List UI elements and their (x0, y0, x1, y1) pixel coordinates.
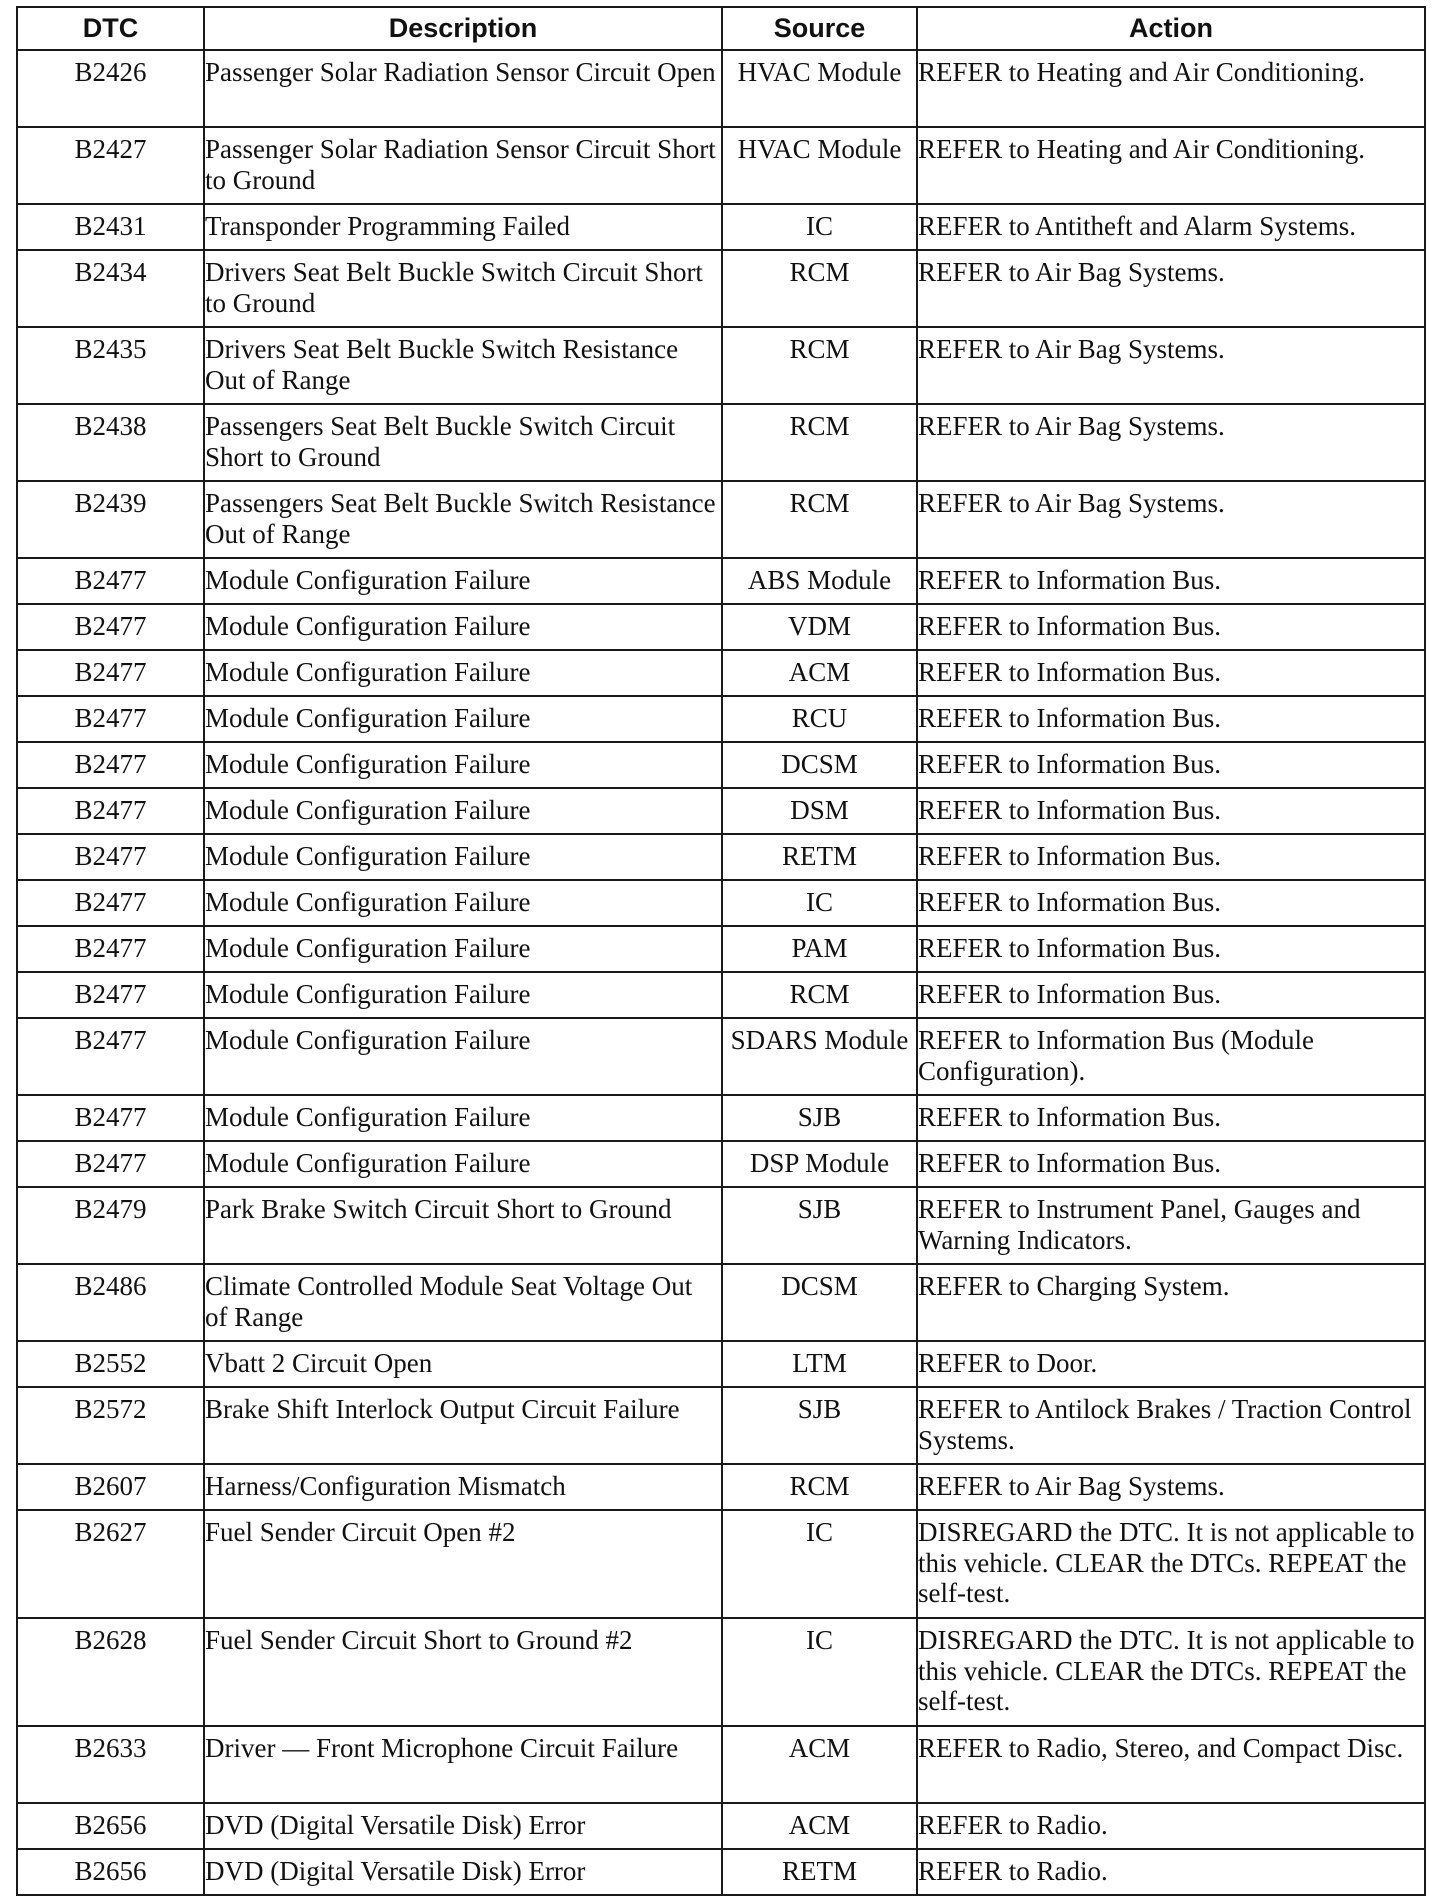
cell-dtc: B2477 (17, 880, 204, 926)
cell-action: REFER to Radio. (917, 1803, 1425, 1849)
cell-dtc: B2435 (17, 327, 204, 404)
header-source: Source (722, 7, 917, 50)
cell-action: REFER to Information Bus. (917, 650, 1425, 696)
cell-action: REFER to Information Bus. (917, 834, 1425, 880)
cell-dtc: B2477 (17, 1095, 204, 1141)
cell-action: REFER to Information Bus (Module Configuration). (917, 1018, 1425, 1095)
cell-action: REFER to Information Bus. (917, 742, 1425, 788)
table-row (17, 972, 1425, 1018)
cell-dtc: B2477 (17, 972, 204, 1018)
cell-description: Drivers Seat Belt Buckle Switch Resistance Out of Range (204, 327, 722, 404)
cell-action: REFER to Information Bus. (917, 558, 1425, 604)
cell-description: Passengers Seat Belt Buckle Switch Circuit Short to Ground (204, 404, 722, 481)
cell-source: VDM (722, 604, 917, 650)
table-row (17, 1264, 1425, 1341)
cell-source: LTM (722, 1341, 917, 1387)
cell-action: REFER to Radio. (917, 1849, 1425, 1895)
cell-action: REFER to Air Bag Systems. (917, 481, 1425, 558)
cell-action: REFER to Information Bus. (917, 926, 1425, 972)
table-row (17, 788, 1425, 834)
cell-description: Module Configuration Failure (204, 972, 722, 1018)
cell-dtc: B2627 (17, 1510, 204, 1618)
cell-description: DVD (Digital Versatile Disk) Error (204, 1803, 722, 1849)
cell-description: Module Configuration Failure (204, 650, 722, 696)
table-row (17, 327, 1425, 404)
cell-action: REFER to Information Bus. (917, 696, 1425, 742)
cell-description: Module Configuration Failure (204, 926, 722, 972)
cell-dtc: B2426 (17, 50, 204, 127)
cell-source: DCSM (722, 742, 917, 788)
cell-description: Passenger Solar Radiation Sensor Circuit Short to Ground (204, 127, 722, 204)
cell-source: IC (722, 204, 917, 250)
cell-description: Module Configuration Failure (204, 696, 722, 742)
cell-source: IC (722, 1618, 917, 1726)
cell-action: DISREGARD the DTC. It is not applicable to this vehicle. CLEAR the DTCs. REPEAT the self-test. (917, 1618, 1425, 1726)
cell-dtc: B2572 (17, 1387, 204, 1464)
cell-description: Climate Controlled Module Seat Voltage Out of Range (204, 1264, 722, 1341)
cell-source: PAM (722, 926, 917, 972)
cell-dtc: B2477 (17, 926, 204, 972)
table-row (17, 696, 1425, 742)
cell-action: REFER to Information Bus. (917, 1141, 1425, 1187)
header-action: Action (917, 7, 1425, 50)
cell-description: Vbatt 2 Circuit Open (204, 1341, 722, 1387)
table-row (17, 1141, 1425, 1187)
cell-dtc: B2427 (17, 127, 204, 204)
cell-dtc: B2479 (17, 1187, 204, 1264)
cell-action: REFER to Information Bus. (917, 604, 1425, 650)
table-row (17, 880, 1425, 926)
cell-dtc: B2656 (17, 1849, 204, 1895)
cell-dtc: B2477 (17, 696, 204, 742)
table-row (17, 604, 1425, 650)
cell-dtc: B2477 (17, 604, 204, 650)
cell-source: IC (722, 880, 917, 926)
cell-dtc: B2431 (17, 204, 204, 250)
table-row (17, 926, 1425, 972)
table-row (17, 1618, 1425, 1726)
cell-dtc: B2477 (17, 1141, 204, 1187)
cell-description: Module Configuration Failure (204, 834, 722, 880)
cell-description: Module Configuration Failure (204, 1018, 722, 1095)
cell-source: SDARS Module (722, 1018, 917, 1095)
table-row (17, 250, 1425, 327)
cell-action: REFER to Radio, Stereo, and Compact Disc. (917, 1726, 1425, 1803)
cell-source: HVAC Module (722, 50, 917, 127)
table-row (17, 1187, 1425, 1264)
cell-description: Drivers Seat Belt Buckle Switch Circuit Short to Ground (204, 250, 722, 327)
cell-dtc: B2656 (17, 1803, 204, 1849)
cell-dtc: B2607 (17, 1464, 204, 1510)
cell-action: REFER to Door. (917, 1341, 1425, 1387)
table-row (17, 50, 1425, 127)
table-row (17, 1510, 1425, 1618)
cell-source: RCM (722, 1464, 917, 1510)
table-row (17, 650, 1425, 696)
cell-dtc: B2628 (17, 1618, 204, 1726)
cell-description: Module Configuration Failure (204, 558, 722, 604)
cell-source: RCM (722, 250, 917, 327)
cell-dtc: B2552 (17, 1341, 204, 1387)
dtc-table-page (16, 6, 1424, 1896)
cell-description: Module Configuration Failure (204, 742, 722, 788)
cell-dtc: B2439 (17, 481, 204, 558)
cell-source: RCM (722, 404, 917, 481)
table-row (17, 1341, 1425, 1387)
cell-source: HVAC Module (722, 127, 917, 204)
cell-dtc: B2477 (17, 788, 204, 834)
cell-description: Park Brake Switch Circuit Short to Ground (204, 1187, 722, 1264)
cell-action: REFER to Antilock Brakes / Traction Control Systems. (917, 1387, 1425, 1464)
cell-description: Driver — Front Microphone Circuit Failure (204, 1726, 722, 1803)
cell-action: REFER to Information Bus. (917, 1095, 1425, 1141)
cell-source: SJB (722, 1187, 917, 1264)
cell-dtc: B2438 (17, 404, 204, 481)
cell-source: RCM (722, 972, 917, 1018)
table-row (17, 1726, 1425, 1803)
table-header-row (17, 7, 1425, 50)
cell-source: ABS Module (722, 558, 917, 604)
cell-action: REFER to Instrument Panel, Gauges and Warning Indicators. (917, 1187, 1425, 1264)
table-row (17, 558, 1425, 604)
cell-action: REFER to Air Bag Systems. (917, 404, 1425, 481)
cell-source: DSP Module (722, 1141, 917, 1187)
cell-action: REFER to Charging System. (917, 1264, 1425, 1341)
cell-description: Passenger Solar Radiation Sensor Circuit Open (204, 50, 722, 127)
cell-action: REFER to Heating and Air Conditioning. (917, 127, 1425, 204)
cell-source: RCM (722, 481, 917, 558)
cell-dtc: B2477 (17, 558, 204, 604)
cell-description: Transponder Programming Failed (204, 204, 722, 250)
cell-source: SJB (722, 1387, 917, 1464)
cell-dtc: B2477 (17, 834, 204, 880)
cell-description: Harness/Configuration Mismatch (204, 1464, 722, 1510)
cell-dtc: B2486 (17, 1264, 204, 1341)
table-row (17, 204, 1425, 250)
cell-action: REFER to Information Bus. (917, 880, 1425, 926)
cell-description: Brake Shift Interlock Output Circuit Failure (204, 1387, 722, 1464)
table-row (17, 1018, 1425, 1095)
cell-source: RETM (722, 1849, 917, 1895)
header-dtc: DTC (17, 7, 204, 50)
table-row (17, 127, 1425, 204)
cell-source: DSM (722, 788, 917, 834)
cell-dtc: B2434 (17, 250, 204, 327)
cell-source: IC (722, 1510, 917, 1618)
table-row (17, 834, 1425, 880)
cell-action: REFER to Air Bag Systems. (917, 327, 1425, 404)
cell-action: DISREGARD the DTC. It is not applicable to this vehicle. CLEAR the DTCs. REPEAT the self-test. (917, 1510, 1425, 1618)
table-row (17, 1387, 1425, 1464)
cell-action: REFER to Antitheft and Alarm Systems. (917, 204, 1425, 250)
table-row (17, 404, 1425, 481)
cell-action: REFER to Air Bag Systems. (917, 1464, 1425, 1510)
table-row (17, 742, 1425, 788)
cell-source: DCSM (722, 1264, 917, 1341)
cell-dtc: B2477 (17, 1018, 204, 1095)
cell-action: REFER to Air Bag Systems. (917, 250, 1425, 327)
cell-dtc: B2477 (17, 742, 204, 788)
table-row (17, 481, 1425, 558)
cell-description: Module Configuration Failure (204, 788, 722, 834)
table-row (17, 1803, 1425, 1849)
cell-action: REFER to Heating and Air Conditioning. (917, 50, 1425, 127)
cell-source: RETM (722, 834, 917, 880)
cell-description: Passengers Seat Belt Buckle Switch Resistance Out of Range (204, 481, 722, 558)
cell-source: ACM (722, 1803, 917, 1849)
cell-description: Module Configuration Failure (204, 604, 722, 650)
cell-source: ACM (722, 1726, 917, 1803)
cell-description: Fuel Sender Circuit Open #2 (204, 1510, 722, 1618)
table-row (17, 1464, 1425, 1510)
table-row (17, 1095, 1425, 1141)
dtc-table (16, 6, 1426, 1896)
cell-action: REFER to Information Bus. (917, 788, 1425, 834)
cell-dtc: B2477 (17, 650, 204, 696)
cell-description: Module Configuration Failure (204, 1141, 722, 1187)
cell-action: REFER to Information Bus. (917, 972, 1425, 1018)
header-description: Description (204, 7, 722, 50)
cell-source: ACM (722, 650, 917, 696)
cell-description: DVD (Digital Versatile Disk) Error (204, 1849, 722, 1895)
cell-description: Module Configuration Failure (204, 880, 722, 926)
cell-description: Module Configuration Failure (204, 1095, 722, 1141)
cell-dtc: B2633 (17, 1726, 204, 1803)
cell-description: Fuel Sender Circuit Short to Ground #2 (204, 1618, 722, 1726)
cell-source: RCM (722, 327, 917, 404)
cell-source: SJB (722, 1095, 917, 1141)
cell-source: RCU (722, 696, 917, 742)
